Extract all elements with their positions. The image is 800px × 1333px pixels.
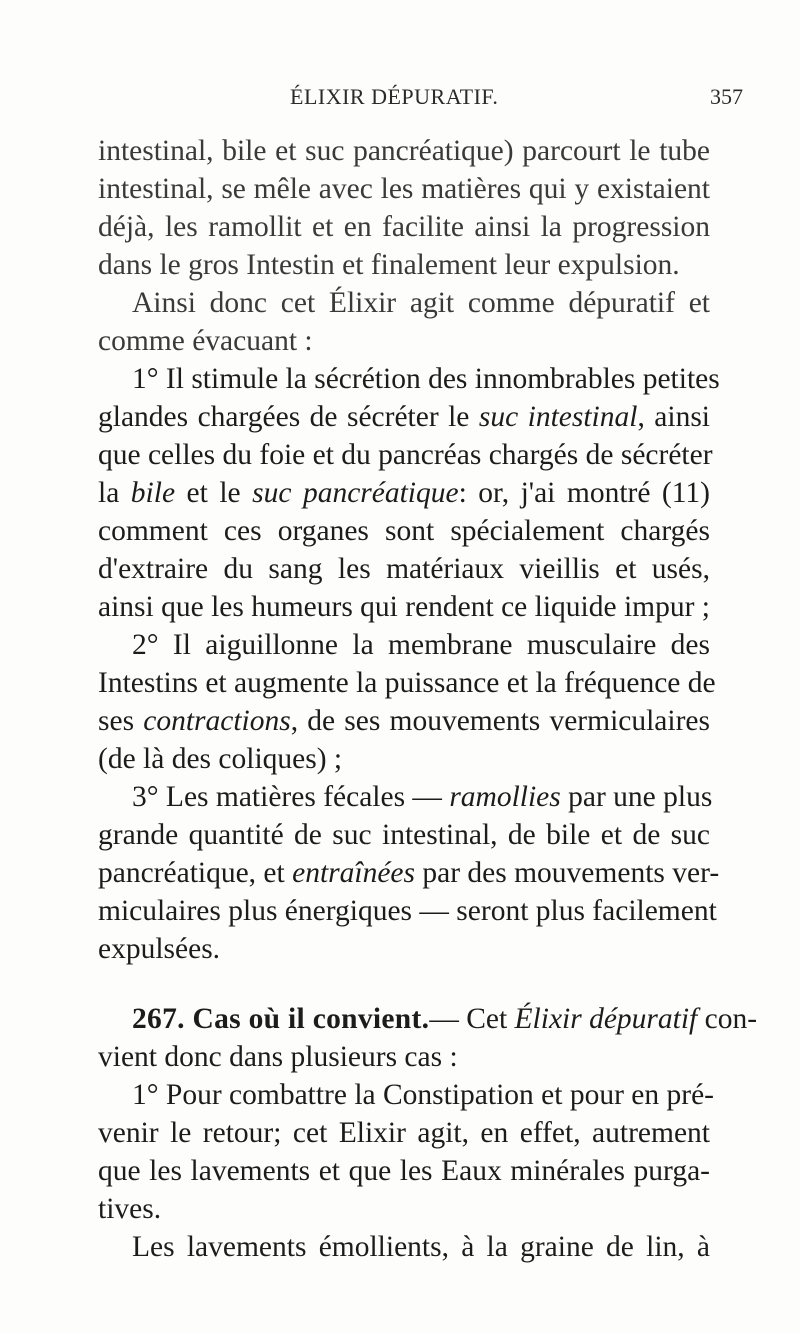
- text-line: intestinal, se mêle avec les matières qui y existaient: [98, 173, 710, 205]
- text-line: dans le gros Intestin et finalement leur expulsion.: [98, 249, 680, 281]
- running-title: ÉLIXIR DÉPURATIF.: [290, 84, 499, 109]
- text-line: glandes chargées de sécréter le suc intestinal, ainsi: [98, 401, 710, 433]
- text-line: tives.: [98, 1193, 162, 1225]
- text-line: la bile et le suc pancréatique: or, j'ai montré (11): [98, 477, 710, 509]
- text-line: Intestins et augmente la puissance et la fréquence de: [98, 667, 716, 699]
- text-line: (de là des coliques) ;: [98, 743, 343, 775]
- text-line: venir le retour; cet Elixir agit, en effet, autrement: [98, 1117, 710, 1149]
- section-heading: 267. Cas où il convient.: [132, 1003, 430, 1035]
- text-line: comme évacuant :: [98, 325, 313, 357]
- text-line: d'extraire du sang les matériaux vieillis et usés,: [98, 553, 710, 585]
- text-line: Ainsi donc cet Élixir agit comme dépuratif et: [132, 287, 710, 319]
- text-line: pancréatique, et entraînées par des mouvements ver-: [98, 857, 720, 889]
- text-line: expulsées.: [98, 933, 221, 965]
- text-line: 2° Il aiguillonne la membrane musculaire des: [132, 629, 710, 661]
- text-line: que les lavements et que les Eaux minérales purga-: [98, 1155, 710, 1187]
- text-line: que celles du foie et du pancréas chargés de sécréter: [98, 439, 713, 471]
- text-line: intestinal, bile et suc pancréatique) parcourt le tube: [98, 135, 710, 167]
- page-header: [0, 84, 800, 114]
- page-number: 357: [710, 84, 743, 109]
- text-line: ses contractions, de ses mouvements vermiculaires: [98, 705, 710, 737]
- text-line: 3° Les matières fécales — ramollies par une plus: [132, 781, 713, 813]
- text-line: vient donc dans plusieurs cas :: [98, 1041, 458, 1073]
- section-heading-line: 267. Cas où il convient.— Cet Élixir dépuratif con-: [132, 1003, 758, 1035]
- text-line: déjà, les ramollit et en facilite ainsi la progression: [98, 211, 710, 243]
- text-line: 1° Il stimule la sécrétion des innombrables petites: [132, 363, 720, 395]
- text-line: grande quantité de suc intestinal, de bile et de suc: [98, 819, 710, 851]
- text-line: 1° Pour combattre la Constipation et pour en pré-: [132, 1079, 714, 1111]
- text-line: Les lavements émollients, à la graine de lin, à: [132, 1231, 710, 1263]
- text-line: miculaires plus énergiques — seront plus facilement: [98, 895, 717, 927]
- text-line: comment ces organes sont spécialement chargés: [98, 515, 710, 547]
- text-line: ainsi que les humeurs qui rendent ce liquide impur ;: [98, 591, 710, 623]
